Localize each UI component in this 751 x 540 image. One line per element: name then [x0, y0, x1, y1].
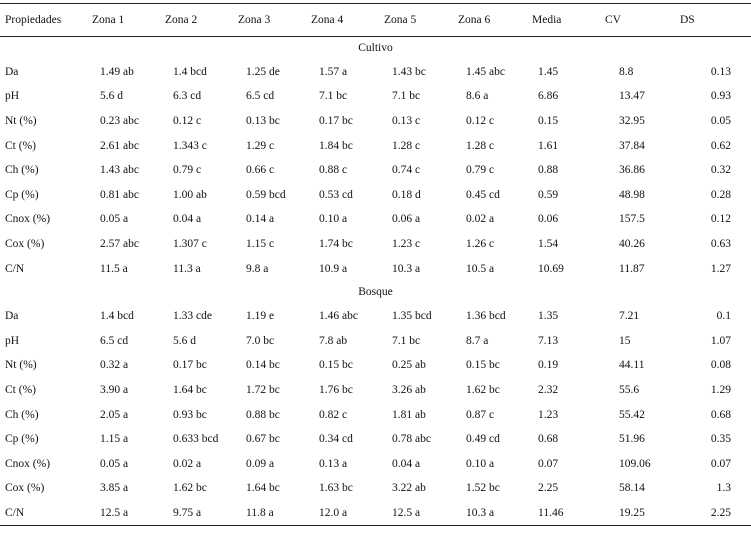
table-cell: 0.81 abc — [100, 188, 139, 201]
table-cell: 6.86 — [538, 90, 559, 103]
section-title: Bosque — [358, 286, 393, 299]
table-cell: 8.8 — [619, 65, 634, 78]
table-cell: 9.8 a — [246, 262, 269, 275]
header-cell-zona-4: Zona 4 — [311, 4, 384, 37]
table-cell: 6.5 cd — [100, 334, 129, 347]
table-cell: 2.57 abc — [100, 237, 139, 250]
row-label: pH — [5, 90, 20, 103]
row-label: C/N — [5, 262, 25, 275]
header-cell-cv: CV — [605, 4, 680, 37]
table-cell: 1.27 — [710, 262, 731, 275]
table-cell: 0.35 — [710, 433, 731, 446]
header-cell-zona-6: Zona 6 — [458, 4, 532, 37]
table-cell: 0.93 — [710, 90, 731, 103]
table-cell: 0.68 — [710, 408, 731, 421]
table-cell: 55.42 — [619, 408, 645, 421]
header-cell-zona-2: Zona 2 — [165, 4, 238, 37]
row-label: Cnox (%) — [5, 457, 51, 470]
table-row — [0, 378, 751, 403]
table-cell: 1.61 — [538, 139, 559, 152]
table-cell: 0.13 a — [319, 457, 348, 470]
table-cell: 0.15 — [538, 114, 559, 127]
table-cell: 1.63 bc — [319, 482, 353, 495]
table-cell: 0.28 — [710, 188, 731, 201]
table-cell: 11.46 — [532, 501, 605, 526]
row-label: Cnox (%) — [5, 213, 51, 226]
table-cell: 1.45 abc — [466, 65, 505, 78]
row-label: Cp (%) — [5, 188, 39, 201]
table-row — [0, 353, 751, 378]
table-cell: 0.88 c — [319, 164, 348, 177]
soil-properties-table — [0, 3, 751, 526]
table-cell: 0.78 abc — [392, 433, 431, 446]
table-cell: 1.00 ab — [173, 188, 207, 201]
table-cell: 1.72 bc — [246, 383, 280, 396]
table-row — [0, 256, 751, 281]
table-cell: 1.23 — [538, 408, 559, 421]
row-label: Nt (%) — [5, 359, 37, 372]
table-cell: 5.6 d — [100, 90, 123, 103]
table-cell: 2.61 abc — [100, 139, 139, 152]
table-cell: 0.05 a — [100, 213, 129, 226]
table-cell: 0.63 — [710, 237, 731, 250]
table-cell: 1.15 c — [246, 237, 275, 250]
table-cell: 0.04 a — [173, 213, 202, 226]
table-cell: 1.28 c — [392, 139, 421, 152]
table-cell: 1.4 bcd — [173, 65, 207, 78]
table-cell: 0.08 — [710, 359, 731, 372]
table-cell: 12.5 a — [384, 501, 458, 526]
table-cell: 0.62 — [710, 139, 731, 152]
table-row — [0, 427, 751, 452]
table-cell: 32.95 — [619, 114, 645, 127]
table-cell: 44.11 — [619, 359, 645, 372]
table-cell: 0.19 — [538, 359, 559, 372]
table-cell: 0.07 — [538, 457, 559, 470]
table-cell: 0.09 a — [246, 457, 275, 470]
table-cell: 1.54 — [538, 237, 559, 250]
table-cell: 48.98 — [619, 188, 645, 201]
row-label: Ct (%) — [5, 139, 36, 152]
table-cell: 2.25 — [538, 482, 559, 495]
table-cell: 2.32 — [538, 383, 559, 396]
table-cell: 1.4 bcd — [100, 310, 134, 323]
row-label: Cox (%) — [5, 237, 45, 250]
table-cell: 1.43 abc — [100, 164, 139, 177]
row-label: Nt (%) — [5, 114, 37, 127]
table-cell: 2.05 a — [100, 408, 129, 421]
table-cell: 10.3 a — [392, 262, 421, 275]
table-cell: 0.74 c — [392, 164, 421, 177]
table-cell: 13.47 — [619, 90, 645, 103]
table-cell: 0.12 — [710, 213, 731, 226]
row-label: C/N — [0, 501, 92, 526]
table-cell: 5.6 d — [173, 334, 196, 347]
table-cell: 7.1 bc — [319, 90, 348, 103]
table-cell: 0.49 cd — [466, 433, 500, 446]
table-cell: 0.67 bc — [246, 433, 280, 446]
table-cell: 0.88 — [538, 164, 559, 177]
table-cell: 0.02 a — [173, 457, 202, 470]
table-cell: 8.7 a — [466, 334, 489, 347]
table-cell: 0.02 a — [466, 213, 495, 226]
table-cell: 0.14 bc — [246, 359, 280, 372]
table-cell: 0.1 — [716, 310, 731, 323]
header-cell-properties: Propiedades — [0, 4, 92, 37]
row-label: Cp (%) — [5, 433, 39, 446]
table-cell: 0.15 bc — [466, 359, 500, 372]
table-cell: 3.85 a — [100, 482, 129, 495]
table-cell: 10.69 — [538, 262, 564, 275]
table-cell: 1.64 bc — [246, 482, 280, 495]
table-cell: 1.307 c — [173, 237, 207, 250]
table-cell: 11.8 a — [238, 501, 311, 526]
table-row — [0, 451, 751, 476]
table-cell: 1.36 bcd — [466, 310, 506, 323]
table-cell: 1.49 ab — [100, 65, 134, 78]
table-cell: 1.62 bc — [173, 482, 207, 495]
table-cell: 0.32 — [710, 164, 731, 177]
table-cell: 55.6 — [619, 383, 640, 396]
table-row — [0, 84, 751, 109]
row-label: Ch (%) — [5, 408, 39, 421]
table-cell: 1.28 c — [466, 139, 495, 152]
table-cell: 0.04 a — [392, 457, 421, 470]
table-cell: 0.82 c — [319, 408, 348, 421]
table-cell: 0.17 bc — [319, 114, 353, 127]
table-cell: 36.86 — [619, 164, 645, 177]
table-row — [0, 207, 751, 232]
table-row — [0, 328, 751, 353]
header-cell-zona-3: Zona 3 — [238, 4, 311, 37]
table-cell: 0.10 a — [466, 457, 495, 470]
header-row — [0, 4, 751, 37]
table-cell: 1.25 de — [246, 65, 280, 78]
table-cell: 0.93 bc — [173, 408, 207, 421]
table-cell: 3.22 ab — [392, 482, 426, 495]
table-row — [0, 60, 751, 85]
table-cell: 6.3 cd — [173, 90, 202, 103]
table-cell: 58.14 — [619, 482, 645, 495]
table-cell: 1.46 abc — [319, 310, 358, 323]
table-cell: 7.13 — [538, 334, 559, 347]
table-row — [0, 182, 751, 207]
table-cell: 0.06 a — [392, 213, 421, 226]
table-row — [0, 109, 751, 134]
table-cell: 0.17 bc — [173, 359, 207, 372]
table-cell: 0.05 a — [100, 457, 129, 470]
header-cell-zona-5: Zona 5 — [384, 4, 458, 37]
table-cell: 7.21 — [619, 310, 640, 323]
table-cell: 3.26 ab — [392, 383, 426, 396]
table-row — [0, 402, 751, 427]
section-row — [0, 37, 751, 60]
table-cell: 0.13 bc — [246, 114, 280, 127]
table-cell: 0.88 bc — [246, 408, 280, 421]
row-label: pH — [5, 334, 20, 347]
table-cell: 0.06 — [538, 213, 559, 226]
row-label: Da — [5, 310, 19, 323]
table-cell: 1.23 c — [392, 237, 421, 250]
table-cell: 1.81 ab — [392, 408, 426, 421]
table-cell: 11.5 a — [100, 262, 128, 275]
table-cell: 0.59 — [538, 188, 559, 201]
table-cell: 1.15 a — [100, 433, 129, 446]
table-cell: 0.32 a — [100, 359, 129, 372]
row-label: Ch (%) — [5, 164, 39, 177]
table-cell: 0.87 c — [466, 408, 495, 421]
table-cell: 7.1 bc — [392, 90, 421, 103]
table-cell: 12.0 a — [311, 501, 384, 526]
table-cell: 1.3 — [716, 482, 731, 495]
table-cell: 1.33 cde — [173, 310, 212, 323]
table-cell: 1.43 bc — [392, 65, 426, 78]
table-cell: 1.76 bc — [319, 383, 353, 396]
table-cell: 1.19 e — [246, 310, 275, 323]
table-cell: 11.3 a — [173, 262, 201, 275]
table-cell: 0.34 cd — [319, 433, 353, 446]
table-cell: 1.84 bc — [319, 139, 353, 152]
table-cell: 0.79 c — [173, 164, 202, 177]
section-title: Cultivo — [358, 42, 393, 55]
table-cell: 1.45 — [538, 65, 559, 78]
header-cell-ds: DS — [680, 4, 751, 37]
table-row — [0, 133, 751, 158]
table-cell: 0.15 bc — [319, 359, 353, 372]
table-cell: 40.26 — [619, 237, 645, 250]
table-cell: 51.96 — [619, 433, 645, 446]
table-cell: 0.13 c — [392, 114, 421, 127]
table-cell: 1.52 bc — [466, 482, 500, 495]
table-cell: 109.06 — [619, 457, 651, 470]
header-cell-zona-1: Zona 1 — [92, 4, 165, 37]
table-cell: 1.35 — [538, 310, 559, 323]
table-cell: 0.79 c — [466, 164, 495, 177]
table-cell: 3.90 a — [100, 383, 129, 396]
table-cell: 0.59 bcd — [246, 188, 286, 201]
table-cell: 0.10 a — [319, 213, 348, 226]
table-cell: 10.3 a — [458, 501, 532, 526]
table-cell: 0.13 — [710, 65, 731, 78]
table-cell: 6.5 cd — [246, 90, 275, 103]
table-cell: 1.74 bc — [319, 237, 353, 250]
table-cell: 0.18 d — [392, 188, 421, 201]
table-cell: 0.45 cd — [466, 188, 500, 201]
table-cell: 1.57 a — [319, 65, 348, 78]
table-cell: 2.25 — [680, 501, 751, 526]
table-cell: 37.84 — [619, 139, 645, 152]
table-cell: 10.9 a — [319, 262, 348, 275]
table-row — [0, 232, 751, 257]
table-cell: 0.633 bcd — [173, 433, 219, 446]
table-cell: 7.1 bc — [392, 334, 421, 347]
table-cell: 0.25 ab — [392, 359, 426, 372]
table-cell: 1.26 c — [466, 237, 495, 250]
table-body — [0, 37, 751, 526]
row-label: Cox (%) — [5, 482, 45, 495]
table-cell: 8.6 a — [466, 90, 489, 103]
row-label: Ct (%) — [5, 383, 36, 396]
table-cell: 1.35 bcd — [392, 310, 432, 323]
table-cell: 9.75 a — [165, 501, 238, 526]
table-cell: 7.8 ab — [319, 334, 348, 347]
table-cell: 0.05 — [710, 114, 731, 127]
table-cell: 10.5 a — [466, 262, 495, 275]
table-header — [0, 4, 751, 37]
table-row — [0, 476, 751, 501]
table-cell: 15 — [619, 334, 631, 347]
table-row — [0, 501, 751, 526]
table-cell: 0.07 — [710, 457, 731, 470]
table-cell: 1.62 bc — [466, 383, 500, 396]
table-cell: 0.23 abc — [100, 114, 139, 127]
table-cell: 1.64 bc — [173, 383, 207, 396]
table-cell: 1.343 c — [173, 139, 207, 152]
table-row — [0, 158, 751, 183]
table-cell: 11.87 — [619, 262, 645, 275]
header-cell-media: Media — [532, 4, 605, 37]
table-cell: 0.14 a — [246, 213, 275, 226]
table-cell: 12.5 a — [92, 501, 165, 526]
row-label: Da — [5, 65, 19, 78]
table-cell: 0.66 c — [246, 164, 275, 177]
table-cell: 1.29 — [710, 383, 731, 396]
section-row — [0, 281, 751, 304]
table-cell: 0.53 cd — [319, 188, 353, 201]
table-cell: 157.5 — [619, 213, 645, 226]
table-cell: 0.68 — [538, 433, 559, 446]
table-row — [0, 304, 751, 329]
table-cell: 7.0 bc — [246, 334, 275, 347]
table-cell: 1.07 — [710, 334, 731, 347]
table-cell: 1.29 c — [246, 139, 275, 152]
table-cell: 0.12 c — [466, 114, 495, 127]
table-cell: 0.12 c — [173, 114, 202, 127]
table-cell: 19.25 — [605, 501, 680, 526]
